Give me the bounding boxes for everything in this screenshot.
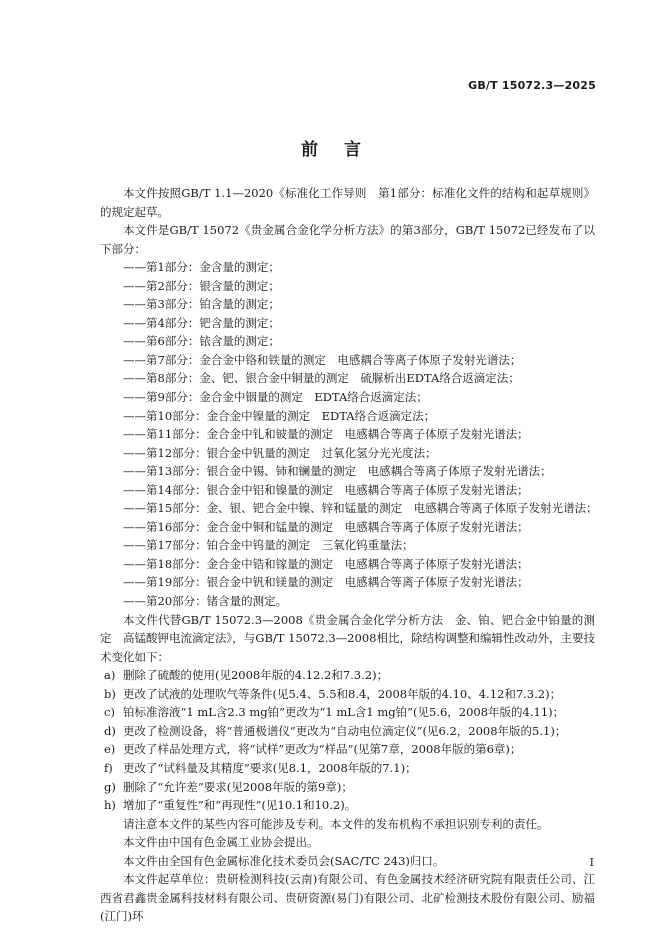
- list-item-text: 删除了硫酸的使用(见2008年版的4.12.2和7.3.2)；: [123, 668, 389, 683]
- list-marker: a): [104, 668, 116, 683]
- list-marker: b): [104, 686, 116, 701]
- list-item: ——第13部分：银合金中锡、铈和镧量的测定 电感耦合等离子体原子发射光谱法；: [123, 464, 552, 479]
- list-item: ——第9部分：金合金中铟量的测定 EDTA络合返滴定法；: [123, 390, 428, 405]
- parts-list: [100, 258, 598, 610]
- list-item: [100, 703, 595, 722]
- paragraph-drafting-rules: 本文件按照GB/T 1.1—2020《标准化工作导则 第1部分：标准化文件的结构和起草规则》的规定起草。: [100, 186, 595, 219]
- list-item: ——第20部分：锗含量的测定。: [123, 594, 288, 609]
- paragraph-patent-notice: 请注意本文件的某些内容可能涉及专利。本文件的发布机构不承担识别专利的责任。: [123, 816, 549, 831]
- list-item: [100, 796, 595, 815]
- list-item: ——第2部分：银含量的测定；: [123, 278, 280, 293]
- list-marker: e): [104, 742, 116, 757]
- list-item: ——第18部分：金合金中锆和镓量的测定 电感耦合等离子体原子发射光谱法；: [123, 556, 529, 571]
- list-item-text: 铂标准溶液“1 mL含2.3 mg铂”更改为“1 mL含1 mg铂”(见5.6，2008年版的4.11)；: [123, 705, 565, 720]
- page-title: 前言: [301, 140, 387, 160]
- paragraph-drafting-units: 本文件起草单位：贵研检测科技(云南)有限公司、有色金属技术经济研究院有限责任公司、江西省君鑫贵金属科技材料有限公司、贵研资源(易门)有限公司、北矿检测技术股份有限公司、励福(江门)环: [100, 872, 595, 924]
- list-item: [100, 666, 595, 685]
- list-marker: g): [104, 779, 116, 794]
- list-item: ——第16部分：金合金中铜和锰量的测定 电感耦合等离子体原子发射光谱法；: [123, 519, 529, 534]
- list-item: ——第3部分：铂含量的测定；: [123, 297, 280, 312]
- list-item: ——第1部分：金含量的测定；: [123, 260, 280, 275]
- list-item: ——第6部分：铱含量的测定；: [123, 334, 280, 349]
- list-item: ——第7部分：金合金中铬和铁量的测定 电感耦合等离子体原子发射光谱法；: [123, 352, 522, 367]
- list-item: [100, 740, 595, 759]
- foreword-body: [100, 184, 598, 926]
- changes-list: [100, 666, 595, 814]
- page-number: I: [589, 856, 594, 869]
- paragraph-committee: 本文件由全国有色金属标准化技术委员会(SAC/TC 243)归口。: [123, 853, 445, 868]
- list-item-text: 更改了“试料量及其精度”要求(见8.1，2008年版的7.1)；: [123, 760, 417, 775]
- list-item: ——第4部分：钯含量的测定；: [123, 315, 280, 330]
- list-item: [100, 759, 595, 778]
- list-marker: h): [104, 798, 116, 813]
- list-item: ——第12部分：银合金中钒量的测定 过氧化氢分光光度法；: [123, 445, 437, 460]
- list-item: ——第17部分：铂合金中钨量的测定 三氧化钨重量法；: [123, 538, 414, 553]
- list-item: ——第19部分：银合金中钒和镁量的测定 电感耦合等离子体原子发射光谱法；: [123, 575, 529, 590]
- list-item: ——第10部分：金合金中镍量的测定 EDTA络合返滴定法；: [123, 408, 436, 423]
- list-item-text: 删除了“允许差”要求(见2008年版的第9章)；: [123, 779, 353, 794]
- list-item: ——第14部分：银合金中铝和镍量的测定 电感耦合等离子体原子发射光谱法；: [123, 482, 529, 497]
- list-marker: c): [104, 705, 115, 720]
- list-marker: f): [104, 760, 113, 775]
- list-item: [100, 722, 595, 741]
- list-marker: d): [104, 723, 116, 738]
- list-item: ——第15部分：金、银、钯合金中镍、锌和锰量的测定 电感耦合等离子体原子发射光谱法；: [123, 501, 598, 516]
- paragraph-parts-intro: 本文件是GB/T 15072《贵金属合金化学分析方法》的第3部分，GB/T 15072已经发布了以下部分：: [100, 223, 595, 256]
- standard-number: GB/T 15072.3—2025: [468, 79, 596, 92]
- paragraph-replacement: 本文件代替GB/T 15072.3—2008《贵金属合金化学分析方法 金、铂、钯合金中铂量的测定 高锰酸钾电流滴定法》，与GB/T 15072.3—2008相比，除结构调整和编辑性改动外，主要技术变化如下：: [100, 612, 595, 664]
- list-item-text: 更改了试液的处理吹气等条件(见5.4、5.5和8.4，2008年版的4.10、4.12和7.3.2)；: [123, 686, 562, 701]
- list-item-text: 更改了检测设备，将“普通极谱仪”更改为“自动电位滴定仪”(见6.2，2008年版的5.1)；: [123, 723, 567, 738]
- list-item-text: 更改了样品处理方式，将“试样”更改为“样品”(见第7章，2008年版的第6章)；: [123, 742, 522, 757]
- list-item-text: 增加了“重复性”和“再现性”(见10.1和10.2)。: [123, 798, 357, 813]
- paragraph-proposer: 本文件由中国有色金属工业协会提出。: [123, 835, 319, 850]
- list-item: ——第8部分：金、钯、银合金中铜量的测定 硫脲析出EDTA络合返滴定法；: [123, 371, 520, 386]
- list-item: ——第11部分：金合金中钆和铍量的测定 电感耦合等离子体原子发射光谱法；: [123, 427, 529, 442]
- list-item: [100, 685, 595, 704]
- list-item: [100, 778, 595, 797]
